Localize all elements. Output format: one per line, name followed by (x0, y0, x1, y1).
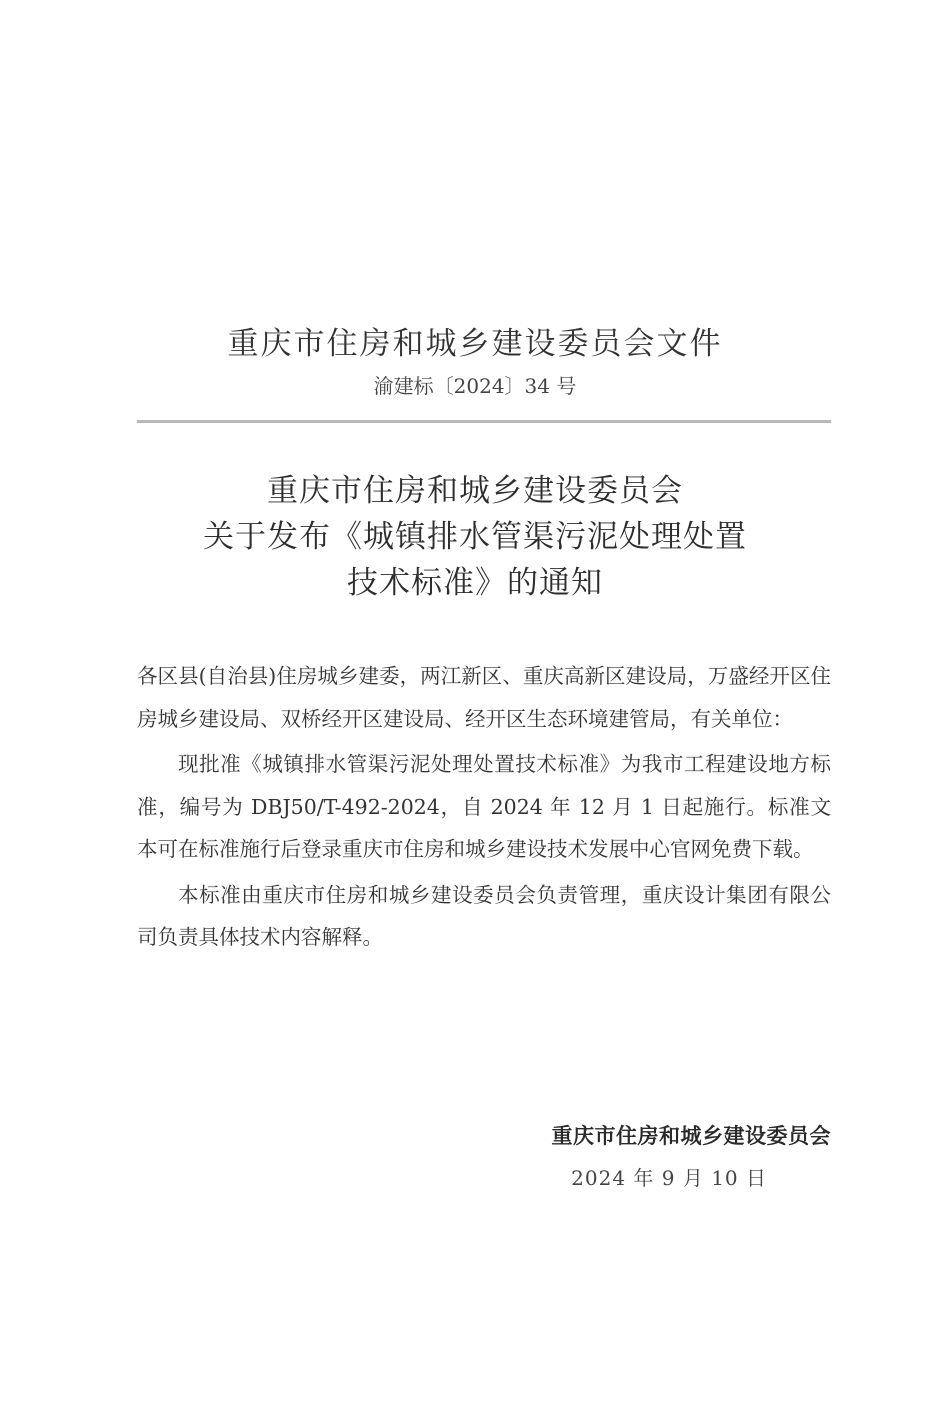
issuer-title: 重庆市住房和城乡建设委员会文件 (227, 326, 723, 362)
addressees: 各区县(自治县)住房城乡建委，两江新区、重庆高新区建设局，万盛经开区住房城乡建设局、双桥经开区建设局、经开区生态环境建管局，有关单位： (137, 664, 831, 731)
notice-title (0, 468, 950, 606)
notice-title-line-2: 关于发布《城镇排水管渠污泥处理处置 (203, 519, 747, 555)
notice-body (137, 655, 831, 962)
header-divider (137, 420, 831, 423)
signature-date: 2024 年 9 月 10 日 (571, 1166, 767, 1190)
notice-title-line-3: 技术标准》的通知 (347, 565, 603, 601)
body-paragraph-2: 本标准由重庆市住房和城乡建设委员会负责管理，重庆设计集团有限公司负责具体技术内容解释。 (137, 882, 831, 949)
document-number: 渝建标〔2024〕34 号 (373, 374, 577, 398)
signature-organization: 重庆市住房和城乡建设委员会 (551, 1123, 831, 1148)
body-paragraph-1: 现批准《城镇排水管渠污泥处理处置技术标准》为我市工程建设地方标准，编号为 DBJ50/T-492-2024，自 2024 年 12 月 1 日起施行。标准文本可在标准施行后登录重庆市住房和城乡建设技术发展中心官网免费下载。 (137, 752, 831, 861)
notice-title-line-1: 重庆市住房和城乡建设委员会 (267, 473, 683, 509)
